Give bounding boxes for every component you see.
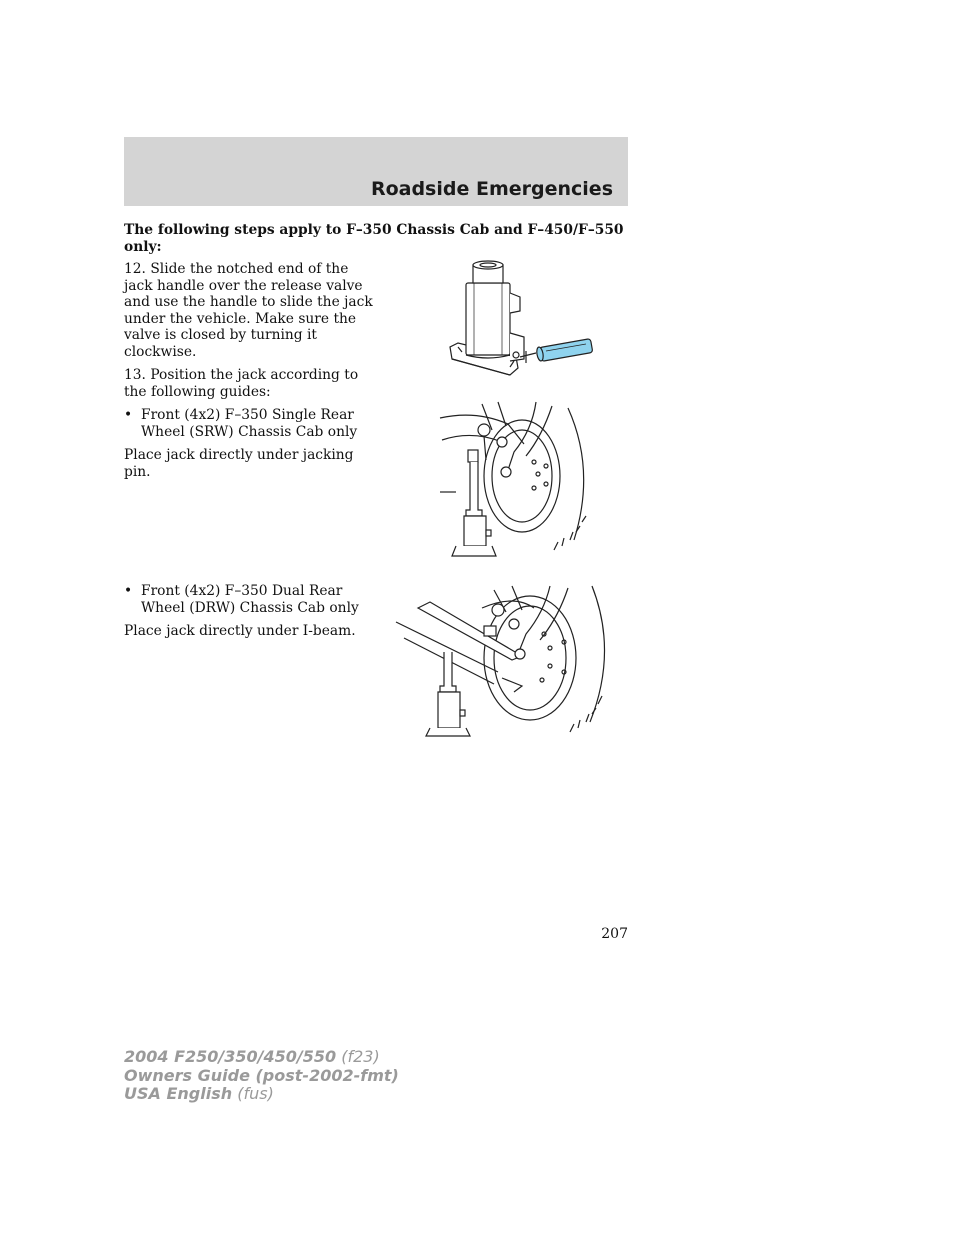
footer-line-2	[124, 1067, 399, 1086]
footer-model-code: (f23)	[341, 1047, 380, 1066]
section-header-band	[124, 137, 628, 206]
bullet-srw	[124, 407, 374, 440]
footer-line-3	[124, 1085, 399, 1104]
footer-line-1	[124, 1048, 399, 1067]
section-title: Roadside Emergencies	[370, 178, 613, 200]
srw-jack-position-illustration	[436, 400, 596, 560]
bullet-marker: •	[124, 407, 133, 423]
bullet-srw-text: Front (4x2) F–350 Single Rear Wheel (SRW) Chassis Cab only	[141, 407, 358, 440]
bullet-drw-note: Place jack directly under I-beam.	[124, 623, 356, 639]
document-footer	[124, 1048, 399, 1104]
steps-column-2	[124, 583, 374, 647]
step-13-text: 13. Position the jack according to the following guides:	[124, 367, 359, 400]
bullet-srw-note: Place jack directly under jacking pin.	[124, 447, 354, 480]
step-12-text: 12. Slide the notched end of the jack handle over the release valve and use the handle to slide the jack under the vehicle. Make sure the valve is closed by turning it clockwise.	[124, 261, 373, 360]
footer-guide: Owners Guide (post-2002-fmt)	[124, 1065, 399, 1085]
bullet-drw-text: Front (4x2) F–350 Dual Rear Wheel (DRW) Chassis Cab only	[141, 583, 359, 616]
footer-model: 2004 F250/350/450/550	[124, 1047, 337, 1066]
footer-language-code: (fus)	[237, 1084, 274, 1103]
intro-heading: The following steps apply to F–350 Chassis Cab and F–450/F–550 only:	[124, 222, 624, 255]
jack-handle-illustration	[440, 255, 600, 380]
drw-jack-position-illustration	[394, 582, 606, 742]
steps-column-1	[124, 261, 374, 487]
bullet-marker: •	[124, 583, 133, 599]
footer-language: USA English	[124, 1084, 233, 1103]
bullet-drw	[124, 583, 374, 616]
page-number: 207	[601, 926, 628, 942]
